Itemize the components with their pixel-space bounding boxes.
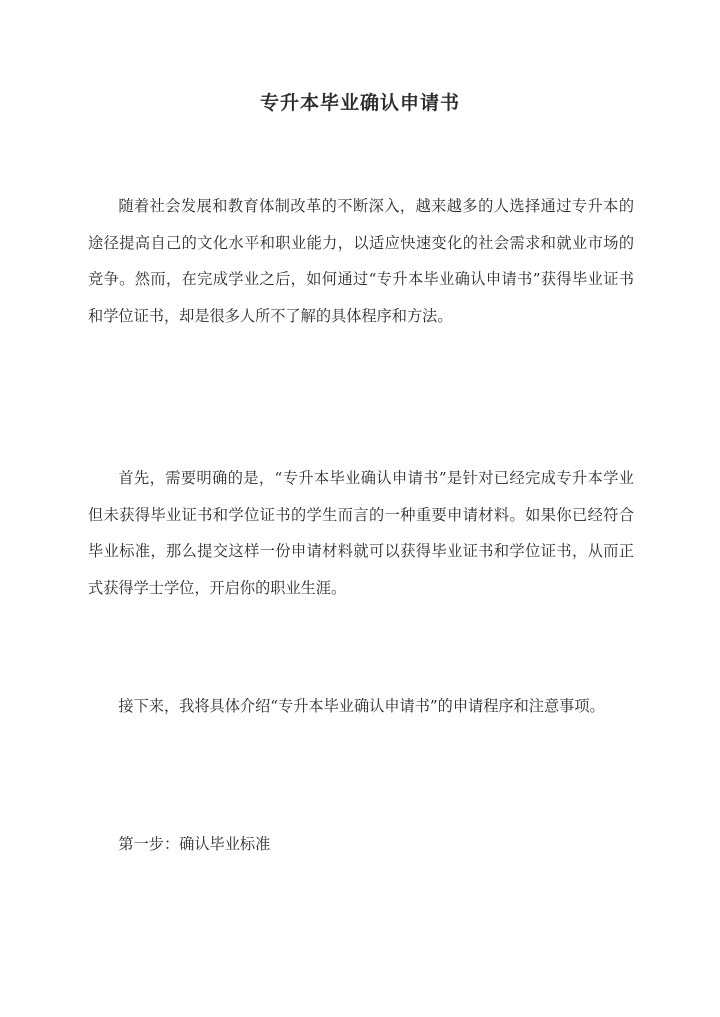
paragraph-next: 接下来，我将具体介绍“专升本毕业确认申请书”的申请程序和注意事项。: [118, 697, 605, 715]
step-one-heading: 第一步：确认毕业标准: [118, 835, 271, 853]
paragraph-intro: 随着社会发展和教育体制改革的不断深入，越来越多的人选择通过专升本的途径提高自己的文化水平和职业能力，以适应快速变化的社会需求和就业市场的竞争。然而，在完成学业之后，如何通过“专升本毕业确认申请书”获得毕业证书和学位证书，却是很多人所不了解的具体程序和方法。: [88, 197, 634, 325]
paragraph-first: 首先，需要明确的是，“专升本毕业确认申请书”是针对已经完成专升本学业但未获得毕业证书和学位证书的学生而言的一种重要申请材料。如果你已经符合毕业标准，那么提交这样一份申请材料就可以获得毕业证书和学位证书，从而正式获得学士学位，开启你的职业生涯。: [88, 469, 634, 597]
document-title: 专升本毕业确认申请书: [259, 92, 460, 114]
